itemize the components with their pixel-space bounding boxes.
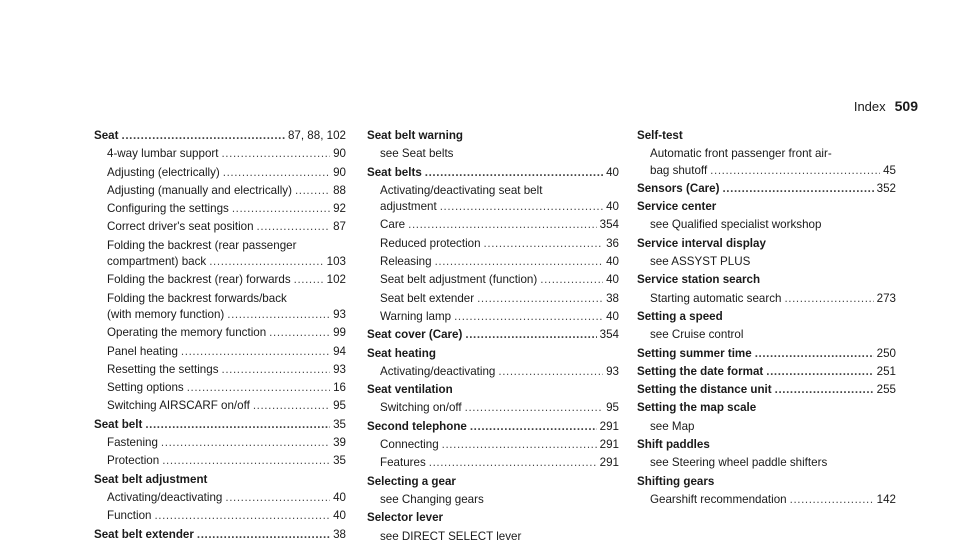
index-entry <box>637 346 896 362</box>
index-term: adjustment <box>380 200 437 214</box>
index-entry <box>637 146 896 179</box>
index-entry <box>94 291 346 324</box>
index-heading-line <box>94 128 346 144</box>
index-entry <box>94 325 346 341</box>
index-entry <box>94 527 346 543</box>
index-entry <box>637 199 896 215</box>
index-subentry-line <box>94 453 346 469</box>
index-entry <box>94 490 346 506</box>
index-column-3 <box>637 128 896 510</box>
index-entry <box>637 309 896 325</box>
index-subentry-line <box>94 254 346 270</box>
index-entry <box>367 309 619 325</box>
index-subentry-line <box>367 236 619 252</box>
index-entry <box>94 453 346 469</box>
index-term: Selector lever <box>367 511 444 525</box>
index-heading-line <box>367 382 619 398</box>
index-term: Setting the map scale <box>637 401 757 415</box>
dot-leader <box>722 181 873 197</box>
dot-leader <box>154 508 330 524</box>
index-subentry-line <box>367 183 619 199</box>
dot-leader <box>294 272 324 288</box>
index-entry <box>367 364 619 380</box>
index-term: 4-way lumbar support <box>107 147 219 161</box>
dot-leader <box>442 437 597 453</box>
index-subentry-line <box>637 217 896 233</box>
index-term: Seat <box>94 129 119 142</box>
page-reference[interactable]: 93 <box>606 364 619 378</box>
page-reference[interactable]: 93 <box>333 307 346 321</box>
index-term: Self-test <box>637 129 683 142</box>
page-reference[interactable]: 291 <box>599 419 619 433</box>
index-entry <box>94 146 346 162</box>
index-term: Shift paddles <box>637 438 710 452</box>
index-term: Seat heating <box>367 346 436 360</box>
index-subentry-line <box>637 146 896 162</box>
page-reference[interactable]: 88 <box>333 183 346 197</box>
dot-leader <box>440 199 603 215</box>
index-entry <box>367 327 619 343</box>
index-term: Seat belt adjustment <box>94 472 208 486</box>
index-entry <box>367 437 619 453</box>
index-heading-line <box>637 474 896 490</box>
dot-leader <box>790 492 874 508</box>
index-term: see ASSYST PLUS <box>650 255 751 269</box>
index-term: Setting the distance unit <box>637 383 772 397</box>
page-reference[interactable]: 93 <box>333 362 346 376</box>
dot-leader <box>470 419 597 435</box>
dot-leader <box>465 400 603 416</box>
index-term: Configuring the settings <box>107 202 229 216</box>
index-entry <box>94 201 346 217</box>
index-entry <box>637 128 896 144</box>
index-entry <box>637 181 896 197</box>
index-term: Care <box>380 218 406 232</box>
index-entry <box>367 254 619 270</box>
index-entry <box>637 474 896 490</box>
index-subentry-line <box>367 364 619 380</box>
index-heading-line <box>367 128 619 144</box>
index-entry <box>94 238 346 271</box>
index-subentry-line <box>94 201 346 217</box>
index-term: Setting a speed <box>637 309 723 323</box>
index-entry <box>367 236 619 252</box>
index-entry <box>367 217 619 233</box>
index-entry <box>367 419 619 435</box>
index-subentry-line <box>367 437 619 453</box>
page-reference[interactable]: 250 <box>876 346 896 360</box>
index-term: Setting options <box>107 381 184 395</box>
page-reference[interactable]: 45 <box>883 163 896 177</box>
index-heading-line <box>637 346 896 362</box>
index-term: Connecting <box>380 438 439 452</box>
index-subentry-line <box>367 400 619 416</box>
index-entry <box>94 219 346 235</box>
page-reference[interactable]: 16 <box>333 381 346 395</box>
index-term: Activating/deactivating <box>380 364 496 378</box>
page-reference[interactable]: 251 <box>876 364 896 378</box>
page-reference[interactable]: 94 <box>333 344 346 358</box>
dot-leader <box>408 217 597 233</box>
page-reference[interactable]: 40 <box>606 309 619 323</box>
index-term: compartment) back <box>107 255 207 269</box>
dot-leader <box>257 219 331 235</box>
index-term: Selecting a gear <box>367 474 456 488</box>
index-subentry-line <box>367 254 619 270</box>
index-entry <box>94 472 346 488</box>
index-entry <box>367 183 619 216</box>
page-reference[interactable]: 39 <box>333 436 346 450</box>
index-subentry-line <box>94 344 346 360</box>
index-entry <box>94 508 346 524</box>
dot-leader <box>435 254 604 270</box>
index-term: Gearshift recommendation <box>650 492 787 506</box>
index-term: bag shutoff <box>650 163 708 177</box>
index-term: Adjusting (electrically) <box>107 165 220 179</box>
index-term: see Steering wheel paddle shifters <box>650 456 828 470</box>
dot-leader <box>775 382 874 398</box>
page-reference[interactable]: 87 <box>333 220 346 234</box>
dot-leader <box>425 165 603 181</box>
index-term: Setting summer time <box>637 346 752 360</box>
dot-leader <box>221 146 330 162</box>
index-heading-line <box>637 236 896 252</box>
index-heading-line <box>637 364 896 380</box>
dot-leader <box>225 490 330 506</box>
index-subentry-line <box>637 419 896 435</box>
page-reference[interactable]: 38 <box>333 527 346 541</box>
index-entry <box>94 344 346 360</box>
dot-leader <box>269 325 330 341</box>
page-reference[interactable]: 92 <box>333 202 346 216</box>
page-reference[interactable]: 142 <box>876 492 896 506</box>
index-heading-line <box>637 437 896 453</box>
index-term: Seat belt extender <box>380 291 475 305</box>
dot-leader <box>253 398 330 414</box>
index-subentry-line <box>367 199 619 215</box>
dot-leader <box>197 527 330 543</box>
index-term: Setting the date format <box>637 364 764 378</box>
page-reference[interactable]: 90 <box>333 147 346 161</box>
dot-leader <box>181 344 330 360</box>
page-reference[interactable]: 40 <box>606 255 619 269</box>
dot-leader <box>209 254 323 270</box>
dot-leader <box>429 455 597 471</box>
index-subentry-line <box>637 492 896 508</box>
index-entry <box>637 437 896 453</box>
index-term: Seat cover (Care) <box>367 328 463 342</box>
index-entry <box>367 272 619 288</box>
index-term: Seat belts <box>367 165 422 179</box>
index-heading-line <box>367 346 619 362</box>
page-reference[interactable]: 103 <box>326 255 346 269</box>
index-term: Switching AIRSCARF on/off <box>107 399 250 413</box>
dot-leader <box>784 291 873 307</box>
index-term: Panel heating <box>107 344 178 358</box>
index-term: see DIRECT SELECT lever <box>380 529 522 543</box>
index-entry <box>367 474 619 490</box>
index-subentry-line <box>94 183 346 199</box>
index-subentry-line <box>637 163 896 179</box>
index-entry <box>94 380 346 396</box>
dot-leader <box>145 417 330 433</box>
dot-leader <box>122 128 285 144</box>
index-term: Switching on/off <box>380 401 462 415</box>
index-term: see Cruise control <box>650 328 744 342</box>
index-entry <box>637 400 896 416</box>
index-subentry-line <box>367 291 619 307</box>
dot-leader <box>187 380 330 396</box>
dot-leader <box>223 165 330 181</box>
index-term: Folding the backrest forwards/back <box>107 291 287 305</box>
index-entry <box>637 455 896 471</box>
page-reference[interactable]: 354 <box>599 328 619 342</box>
index-term: Service center <box>637 200 717 214</box>
dot-leader <box>162 453 330 469</box>
index-term: Fastening <box>107 436 158 450</box>
index-entry <box>94 435 346 451</box>
index-subentry-line <box>94 490 346 506</box>
page-reference[interactable]: 40 <box>333 490 346 504</box>
index-entry <box>94 398 346 414</box>
page-reference[interactable]: 36 <box>606 236 619 250</box>
page-reference[interactable]: 35 <box>333 417 346 431</box>
index-heading-line <box>94 472 346 488</box>
page-reference[interactable]: 40 <box>333 509 346 523</box>
index-subentry-line <box>94 272 346 288</box>
index-subentry-line <box>94 380 346 396</box>
index-subentry-line <box>367 146 619 162</box>
index-term: Sensors (Care) <box>637 181 720 195</box>
index-term: see Changing gears <box>380 492 484 506</box>
index-term: Seat belt <box>94 417 143 431</box>
index-heading-line <box>367 419 619 435</box>
index-entry <box>367 529 619 545</box>
index-heading-line <box>367 510 619 526</box>
index-term: Function <box>107 509 152 523</box>
page-number: 509 <box>894 98 918 114</box>
page-reference[interactable]: 291 <box>599 456 619 470</box>
index-entry <box>367 510 619 526</box>
index-term: see Seat belts <box>380 147 454 161</box>
index-entry <box>367 128 619 144</box>
index-entry <box>637 327 896 343</box>
index-term: Second telephone <box>367 419 467 433</box>
index-entry <box>367 492 619 508</box>
dot-leader <box>477 291 603 307</box>
index-term: Activating/deactivating seat belt <box>380 183 543 197</box>
index-subentry-line <box>94 435 346 451</box>
index-heading-line <box>637 272 896 288</box>
index-entry <box>94 128 346 144</box>
dot-leader <box>222 362 331 378</box>
index-subentry-line <box>367 309 619 325</box>
index-term: Features <box>380 456 426 470</box>
index-entry <box>94 362 346 378</box>
index-subentry-line <box>94 325 346 341</box>
index-subentry-line <box>367 217 619 233</box>
index-entry <box>94 417 346 433</box>
index-term: Service interval display <box>637 236 766 250</box>
index-subentry-line <box>637 291 896 307</box>
page-reference[interactable]: 38 <box>606 291 619 305</box>
index-term: (with memory function) <box>107 307 225 321</box>
index-heading-line <box>367 165 619 181</box>
dot-leader <box>232 201 330 217</box>
page-reference[interactable]: 95 <box>606 401 619 415</box>
index-subentry-line <box>94 219 346 235</box>
index-term: Correct driver's seat position <box>107 220 254 234</box>
index-subentry-line <box>94 362 346 378</box>
index-column-1 <box>94 128 346 545</box>
index-heading-line <box>94 527 346 543</box>
index-term: Releasing <box>380 255 432 269</box>
index-term: see Qualified specialist workshop <box>650 218 822 232</box>
index-term: Seat belt warning <box>367 129 463 142</box>
index-entry <box>94 272 346 288</box>
page-reference[interactable]: 352 <box>876 181 896 195</box>
index-subentry-line <box>94 238 346 254</box>
index-term: Adjusting (manually and electrically) <box>107 183 292 197</box>
index-subentry-line <box>367 272 619 288</box>
index-term: Activating/deactivating <box>107 490 223 504</box>
index-entry <box>94 183 346 199</box>
index-term: Service station search <box>637 273 761 287</box>
index-subentry-line <box>367 455 619 471</box>
index-term: Warning lamp <box>380 309 452 323</box>
page-reference[interactable]: 35 <box>333 454 346 468</box>
index-entry <box>637 254 896 270</box>
dot-leader <box>766 364 873 380</box>
index-subentry-line <box>94 146 346 162</box>
dot-leader <box>540 272 603 288</box>
index-term: Resetting the settings <box>107 362 219 376</box>
index-entry <box>637 419 896 435</box>
dot-leader <box>755 346 874 362</box>
index-term: Shifting gears <box>637 474 715 488</box>
index-entry <box>94 165 346 181</box>
index-heading-line <box>637 128 896 144</box>
index-entry <box>637 382 896 398</box>
page-reference[interactable]: 87, 88, 102 <box>287 129 346 142</box>
index-subentry-line <box>637 455 896 471</box>
page-reference[interactable]: 95 <box>333 399 346 413</box>
page-header <box>854 98 918 114</box>
dot-leader <box>454 309 603 325</box>
index-subentry-line <box>94 165 346 181</box>
index-term: Reduced protection <box>380 236 481 250</box>
index-entry <box>367 165 619 181</box>
index-heading-line <box>637 382 896 398</box>
dot-leader <box>710 163 880 179</box>
index-term: Seat belt adjustment (function) <box>380 273 538 287</box>
index-subentry-line <box>367 492 619 508</box>
dot-leader <box>484 236 604 252</box>
index-subentry-line <box>94 291 346 307</box>
index-subentry-line <box>637 254 896 270</box>
page-reference[interactable]: 354 <box>599 218 619 232</box>
index-column-2 <box>367 128 619 547</box>
index-term: Folding the backrest (rear passenger <box>107 238 297 252</box>
index-subentry-line <box>94 307 346 323</box>
index-entry <box>367 382 619 398</box>
index-term: Operating the memory function <box>107 326 267 340</box>
index-heading-line <box>94 417 346 433</box>
page-reference[interactable]: 40 <box>606 273 619 287</box>
index-subentry-line <box>94 508 346 524</box>
dot-leader <box>498 364 603 380</box>
index-entry <box>637 364 896 380</box>
index-entry <box>367 291 619 307</box>
index-entry <box>367 400 619 416</box>
index-term: Automatic front passenger front air- <box>650 147 832 161</box>
dot-leader <box>227 307 330 323</box>
page-reference[interactable]: 291 <box>599 438 619 452</box>
page-reference[interactable]: 273 <box>876 291 896 305</box>
index-entry <box>637 291 896 307</box>
page-reference[interactable]: 255 <box>876 383 896 397</box>
index-subentry-line <box>637 327 896 343</box>
index-term: Protection <box>107 454 160 468</box>
index-subentry-line <box>94 398 346 414</box>
index-heading-line <box>637 181 896 197</box>
section-title: Index <box>853 99 886 114</box>
page-reference[interactable]: 90 <box>333 165 346 179</box>
dot-leader <box>295 183 330 199</box>
page-reference[interactable]: 40 <box>606 200 619 214</box>
index-term: Starting automatic search <box>650 291 782 305</box>
page-reference[interactable]: 102 <box>326 273 346 287</box>
dot-leader <box>161 435 330 451</box>
index-heading-line <box>637 309 896 325</box>
page-reference[interactable]: 40 <box>606 165 619 179</box>
index-heading-line <box>637 400 896 416</box>
index-entry <box>637 236 896 252</box>
index-subentry-line <box>367 529 619 545</box>
index-heading-line <box>367 474 619 490</box>
index-term: Folding the backrest (rear) forwards <box>107 273 291 287</box>
index-entry <box>637 217 896 233</box>
index-heading-line <box>367 327 619 343</box>
page-reference[interactable]: 99 <box>333 326 346 340</box>
index-entry <box>367 346 619 362</box>
index-term: Seat ventilation <box>367 383 453 397</box>
index-heading-line <box>637 199 896 215</box>
index-entry <box>637 272 896 288</box>
dot-leader <box>465 327 596 343</box>
index-entry <box>367 146 619 162</box>
index-entry <box>367 455 619 471</box>
index-term: see Map <box>650 419 695 433</box>
index-term: Seat belt extender <box>94 527 194 541</box>
index-entry <box>637 492 896 508</box>
